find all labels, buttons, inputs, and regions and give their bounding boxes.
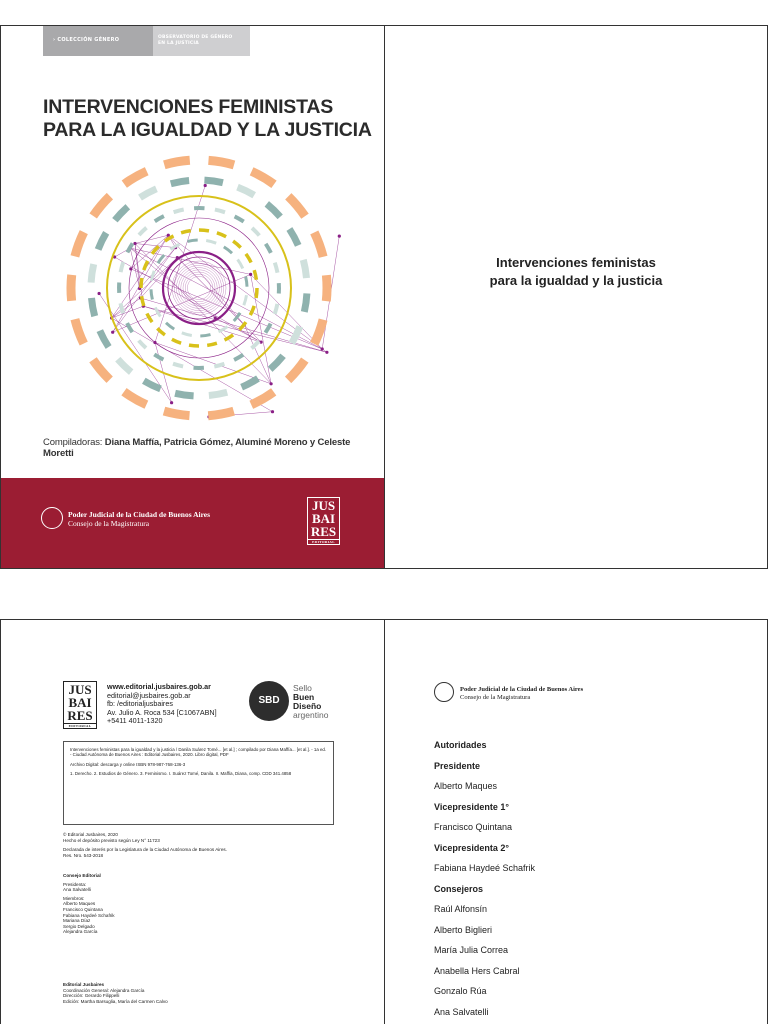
cover-page	[1, 26, 384, 568]
institution-name	[460, 686, 583, 702]
teal-ring	[209, 392, 227, 395]
logo-subline: EDITORIAL	[64, 723, 96, 729]
teal-ring	[98, 233, 106, 250]
inner-teal-ring	[219, 327, 228, 332]
light-teal-ring	[121, 262, 124, 272]
network-node	[204, 184, 207, 187]
compilers-prefix: Compiladoras:	[43, 437, 105, 448]
teal-ring	[91, 264, 94, 283]
outer-orange-ring	[93, 196, 110, 216]
logo-line: BAI	[308, 512, 339, 525]
outer-orange-ring	[71, 275, 72, 301]
teal-ring	[303, 260, 306, 278]
institution-seal-icon	[41, 507, 63, 529]
yellow-dashed-ring	[152, 246, 159, 254]
inner-teal-ring	[238, 260, 243, 269]
seal-line: argentino	[293, 711, 328, 720]
purple-core-ring	[163, 252, 235, 324]
authorities-heading: Presidente	[434, 761, 535, 782]
inner-teal-ring	[246, 277, 247, 287]
inner-teal-ring	[200, 335, 210, 336]
inner-teal-ring	[151, 289, 152, 299]
teal-ring	[171, 181, 189, 184]
authority-name: Alberto Biglieri	[434, 925, 535, 946]
legal-line: © Editorial Jusbaires, 2020	[63, 832, 227, 838]
teal-ring	[118, 359, 131, 372]
yellow-dashed-ring	[246, 254, 251, 263]
authority-name: Fabiana Haydeé Schafrik	[434, 863, 535, 884]
teal-ring	[289, 229, 298, 245]
teal-ring	[242, 378, 258, 387]
institution-line: Consejo de la Magistratura	[460, 694, 583, 702]
teal-ring	[92, 298, 95, 316]
editorial-title: Editorial Jusbaires	[63, 982, 168, 988]
inner-teal-ring	[188, 240, 198, 241]
catalog-record	[63, 741, 334, 825]
board-line: Francisco Quintana	[63, 907, 115, 913]
editorial-staff	[63, 982, 168, 1004]
teal-ring	[304, 293, 307, 312]
legal-line: Res. Nro. 543-2018	[63, 853, 227, 859]
teal-ring	[140, 189, 156, 198]
network-node	[321, 347, 324, 350]
inner-teal-ring	[206, 241, 216, 244]
light-teal-ring	[215, 210, 225, 213]
yellow-dashed-ring	[189, 345, 199, 346]
editorial-line: Coordinación General: Alejandra García	[63, 988, 168, 994]
light-teal-ring	[235, 216, 244, 221]
outer-orange-ring	[164, 160, 190, 165]
catalog-entry: 1. Derecho. 2. Estudios de Género. 3. Feminismo. I. Suárez Tomé, Danila. II. Maffía, Diana, comp. CDD 341.4858	[70, 771, 327, 776]
legal-line: Hecho el depósito previsto según Ley N° 11723	[63, 838, 227, 844]
yellow-dashed-ring	[217, 233, 226, 237]
board-line: Ana Salvatelli	[63, 887, 115, 893]
half-title-line: Intervenciones feministas	[385, 254, 767, 272]
series-tab: › COLECCIÓN GÉNERO	[43, 26, 153, 56]
institution-name	[68, 510, 210, 528]
catalog-entry: Intervenciones feministas para la igualdad y la justicia / Danila Suárez Tomé... [et al.] ; compilado por Diana Maffía... [et al.]. - 1a ed. - Ciudad Autónoma de Buenos Aires : Editorial Jusbaires, 2020. Libro digital, PDF	[70, 747, 327, 758]
authority-name: Gonzalo Rúa	[434, 986, 535, 1007]
legal-notice	[63, 832, 227, 858]
board-line: Sergio Delgado	[63, 924, 115, 930]
yellow-dashed-ring	[225, 335, 234, 340]
compilers-names: Diana Maffía, Patricia Gómez, Aluminé Moreno y Celeste Moretti	[43, 437, 350, 459]
authority-name: Raúl Alfonsín	[434, 904, 535, 925]
legal-line: Declarada de interés por la Legislatura de la Ciudad Autónoma de Buenos Aires.	[63, 847, 227, 853]
light-teal-ring	[155, 216, 164, 221]
purple-core-line	[181, 270, 217, 306]
institution-line: Consejo de la Magistratura	[68, 519, 210, 528]
yellow-dashed-ring	[144, 261, 148, 270]
authorities-heading: Consejeros	[434, 884, 535, 905]
light-teal-ring	[275, 304, 278, 314]
institution-seal-icon	[434, 682, 454, 702]
board-line: Presidenta:	[63, 882, 115, 888]
network-node	[270, 382, 273, 385]
publisher-contact	[107, 683, 217, 726]
purple-core-line	[183, 272, 215, 304]
yellow-dashed-ring	[256, 288, 257, 298]
observatory-tab	[153, 26, 250, 56]
inner-teal-ring	[244, 295, 247, 305]
logo-line: BAI	[64, 696, 96, 709]
authorities-heading: Autoridades	[434, 740, 535, 761]
network-node	[325, 351, 328, 354]
contact-address: Av. Julio A. Roca 534 [C1067ABN]	[107, 709, 217, 718]
outer-orange-ring	[208, 411, 234, 416]
network-line	[113, 248, 176, 333]
board-line: Fabiana Haydeé Schafrik	[63, 913, 115, 919]
purple-guide-ring	[129, 218, 269, 358]
authorities-list	[434, 740, 535, 1025]
light-teal-ring	[275, 263, 278, 273]
light-teal-ring	[234, 355, 243, 360]
seal-line: Diseño	[293, 702, 328, 711]
yellow-dashed-ring	[147, 314, 152, 323]
teal-ring	[100, 331, 109, 347]
board-line: Miembros:	[63, 896, 115, 902]
authority-name: Alberto Maques	[434, 781, 535, 802]
outer-orange-ring	[326, 275, 327, 301]
jusbaires-logo	[63, 681, 97, 729]
outer-orange-ring	[288, 196, 305, 216]
catalog-entry: Archivo Digital: descarga y online ISBN 978-987-768-136-3	[70, 762, 327, 767]
yellow-dashed-ring	[250, 306, 254, 315]
editorial-line: Edición: Martha Barsuglia, María del Carmen Calvo	[63, 999, 168, 1005]
board-title: Consejo Editorial	[63, 873, 115, 879]
network-line	[251, 274, 323, 349]
contact-email[interactable]: editorial@jusbaires.gob.ar	[107, 692, 217, 701]
teal-ring	[267, 204, 280, 217]
outer-orange-ring	[75, 232, 84, 256]
yellow-dashed-ring	[199, 230, 209, 231]
compilers-line	[43, 437, 378, 459]
board-line: Alberto Maques	[63, 901, 115, 907]
outer-orange-ring	[93, 360, 110, 380]
yellow-dashed-ring	[165, 236, 174, 241]
outer-orange-ring	[251, 392, 273, 405]
outer-orange-ring	[252, 171, 274, 184]
sbd-seal-icon: SBD	[249, 681, 289, 721]
network-node	[170, 401, 173, 404]
seal-line: Sello	[293, 684, 328, 693]
light-teal-ring	[174, 210, 184, 213]
light-teal-ring	[154, 354, 163, 359]
light-teal-ring	[121, 303, 124, 313]
authorities-heading: Vicepresidente 1°	[434, 802, 535, 823]
yellow-dashed-ring	[142, 296, 144, 306]
outer-orange-ring	[209, 160, 235, 165]
spread-credits	[0, 619, 768, 1024]
half-title-line: para la igualdad y la justicia	[385, 272, 767, 290]
outer-orange-ring	[124, 171, 146, 184]
outer-orange-ring	[288, 360, 305, 380]
teal-ring	[204, 180, 223, 183]
authorities-page	[385, 620, 767, 1025]
board-line: Alejandra García	[63, 929, 115, 935]
cover-title-line: PARA LA IGUALDAD Y LA JUSTICIA	[43, 119, 373, 142]
light-teal-ring	[139, 228, 147, 235]
colophon-page	[1, 620, 384, 1025]
yellow-dashed-ring	[233, 241, 241, 248]
teal-ring	[292, 327, 300, 344]
outer-orange-ring	[75, 319, 84, 343]
editorial-line: Dirección: Gerardo Filippelli	[63, 993, 168, 999]
institution-line: Poder Judicial de la Ciudad de Buenos Aires	[460, 686, 583, 694]
yellow-dashed-ring	[181, 231, 191, 233]
authority-name: Anabella Hers Cabral	[434, 966, 535, 987]
network-node	[98, 292, 101, 295]
editorial-board	[63, 873, 115, 935]
authority-name: Ana Salvatelli	[434, 1007, 535, 1025]
series-tabs	[43, 26, 250, 56]
cover-illustration	[39, 148, 361, 428]
title-page	[385, 26, 767, 568]
teal-ring	[175, 393, 194, 396]
authority-name: María Julia Correa	[434, 945, 535, 966]
logo-line: JUS	[64, 683, 96, 696]
yellow-dashed-ring	[172, 339, 181, 343]
light-teal-ring	[173, 364, 183, 367]
half-title	[385, 254, 767, 290]
light-teal-ring	[266, 244, 271, 253]
outer-orange-ring	[314, 320, 323, 344]
yellow-dashed-ring	[157, 328, 165, 335]
contact-phone: +5411 4011-1320	[107, 717, 217, 726]
cover-title-line: INTERVENCIONES FEMINISTAS	[43, 96, 373, 119]
yellow-dashed-ring	[254, 270, 256, 280]
logo-line: RES	[308, 525, 339, 538]
outer-orange-ring	[314, 232, 323, 256]
logo-line: RES	[64, 709, 96, 722]
light-teal-ring	[265, 324, 270, 333]
seal-line: Buen	[293, 693, 328, 702]
board-line: Mariana Díaz	[63, 918, 115, 924]
teal-ring	[238, 187, 255, 195]
observatory-tab-line: OBSERVATORIO DE GÉNERO	[158, 35, 250, 41]
inner-teal-ring	[155, 308, 160, 317]
inner-teal-ring	[166, 323, 174, 329]
logo-subline: EDITORIAL	[308, 539, 339, 545]
network-node	[271, 410, 274, 413]
network-node	[249, 273, 252, 276]
outer-orange-ring	[164, 411, 190, 416]
authorities-heading: Vicepresidenta 2°	[434, 843, 535, 864]
light-teal-ring	[214, 364, 224, 367]
institution-line: Poder Judicial de la Ciudad de Buenos Aires	[68, 510, 210, 519]
observatory-tab-line: EN LA JUSTICIA	[158, 41, 250, 47]
cover-title	[43, 96, 373, 142]
network-node	[111, 331, 114, 334]
light-teal-ring	[252, 228, 259, 236]
inner-teal-ring	[182, 333, 192, 336]
network-node	[338, 235, 341, 238]
inner-teal-ring	[224, 247, 232, 253]
sbd-seal-text	[293, 684, 328, 720]
light-teal-ring	[139, 341, 146, 349]
outer-orange-ring	[124, 392, 146, 405]
contact-website[interactable]: www.editorial.jusbaires.gob.ar	[107, 683, 217, 692]
yellow-dashed-ring	[207, 343, 217, 345]
spread-cover	[0, 25, 768, 569]
yellow-dashed-ring	[141, 278, 142, 288]
logo-line: JUS	[308, 499, 339, 512]
jusbaires-logo	[307, 497, 340, 545]
teal-ring	[270, 356, 283, 369]
teal-ring	[115, 207, 128, 220]
authority-name: Francisco Quintana	[434, 822, 535, 843]
light-teal-ring	[127, 243, 132, 252]
contact-facebook: fb: /editorialjusbaires	[107, 700, 217, 709]
light-teal-ring	[252, 341, 260, 348]
